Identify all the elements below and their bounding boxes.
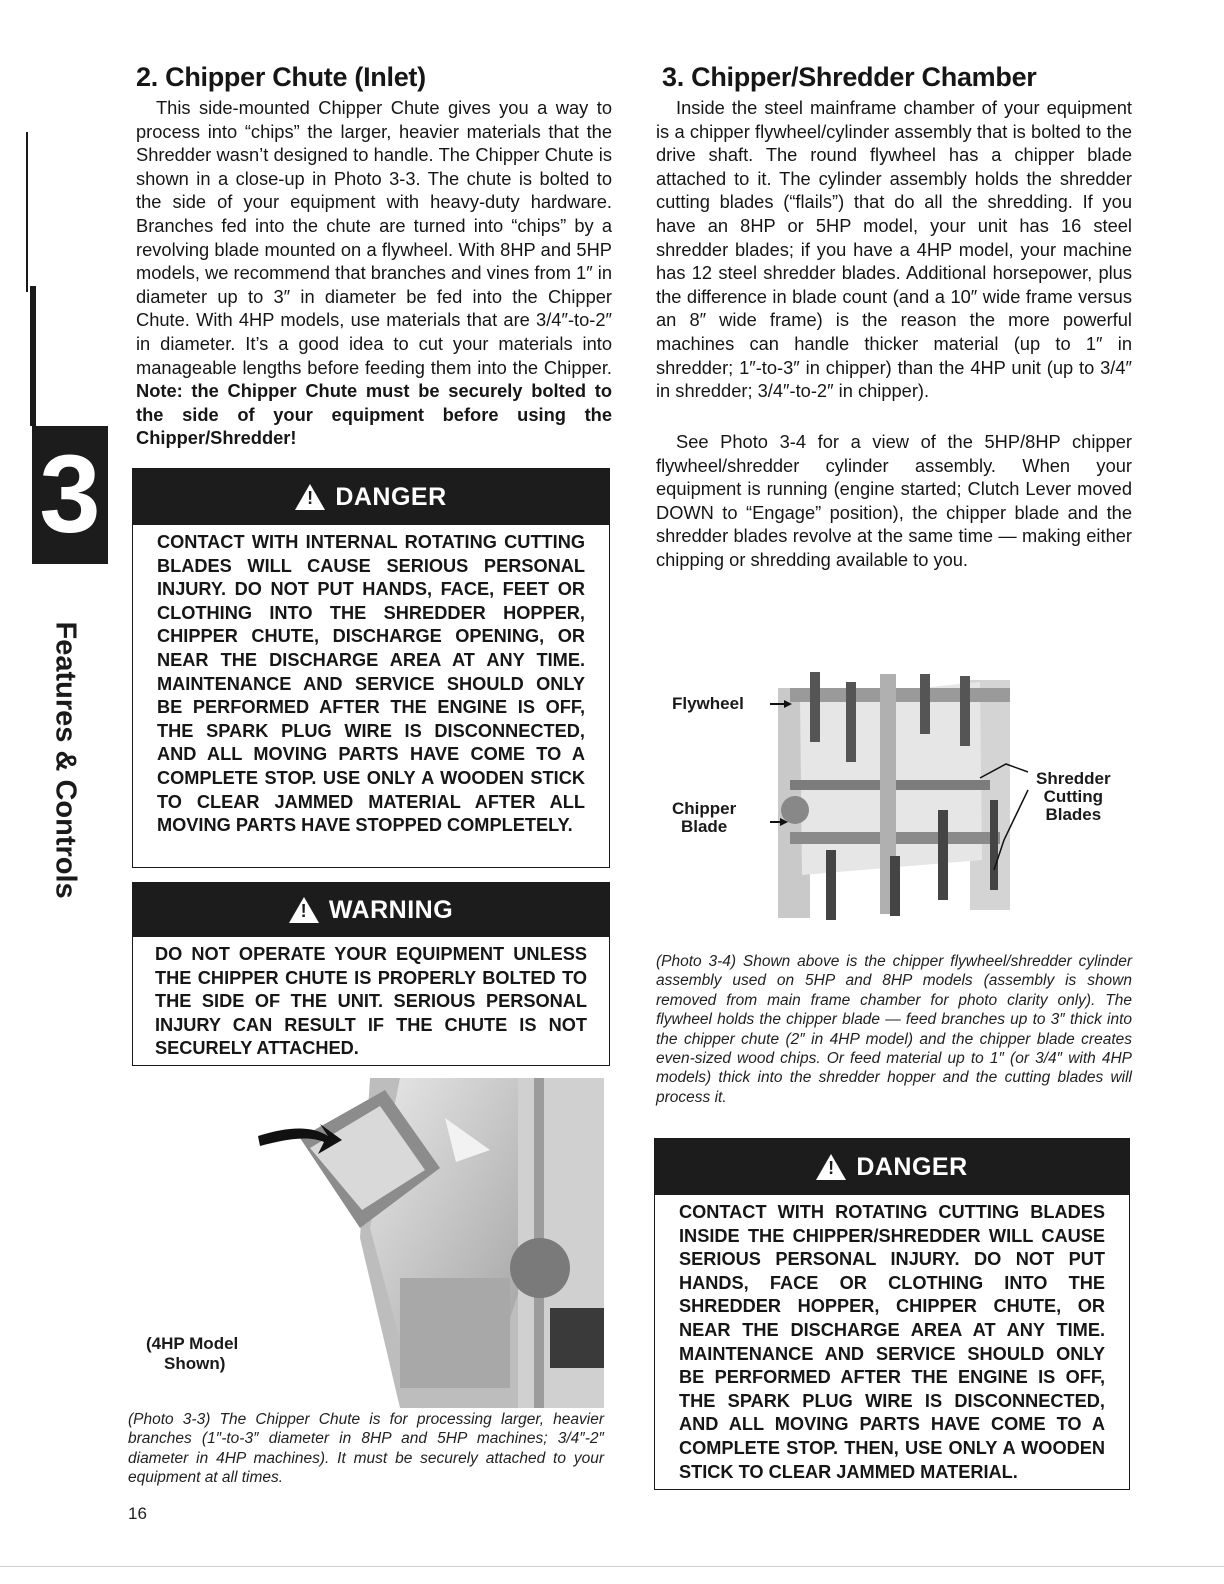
danger-text-right: CONTACT WITH ROTATING CUTTING BLADES INSIDE THE CHIPPER/SHREDDER WILL CAUSE SERIOUS PERSONAL INJURY. DO NOT PUT HANDS, FACE OR CLOTHING INTO THE SHREDDER HOPPER, CHIPPER CHUTE, OR NEAR THE DISCHARGE AREA AT ANY TIME. MAINTENANCE AND SERVICE SHOULD ONLY BE PERFORMED AFTER THE ENGINE IS OFF, THE SPARK PLUG WIRE IS DISCONNECTED, AND ALL MOVING PARTS HAVE COME TO A COMPLETE STOP. THEN, USE ONLY A WOODEN STICK TO CLEAR JAMMED MATERIAL. [679,1202,1105,1482]
warning-box [132,882,610,1066]
photo-3-4-caption: (Photo 3-4) Shown above is the chipper flywheel/shredder cylinder assembly used on 5HP and 8HP models (assembly is shown removed from main frame chamber for photo clarity only). The flywheel holds the chipper blade — feed branches up to 3″ thick into the chipper chute (2″ in 4HP model) and the chipper blade creates even-sized wood chips. Or feed material up to 1″ (or 3/4″ with 4HP models) thick into the shredder hopper and the cutting blades will process it. [656,953,1132,1106]
chapter-number: 3 [39,433,101,556]
danger-box-left [132,468,610,868]
photo-3-3-label [146,1334,238,1374]
danger-header-right [655,1139,1129,1195]
warning-header [133,883,609,937]
danger-text-left: CONTACT WITH INTERNAL ROTATING CUTTING BLADES WILL CAUSE SERIOUS PERSONAL INJURY. DO NOT PUT HANDS, FACE, FEET OR CLOTHING INTO THE SHREDDER HOPPER, CHIPPER CHUTE, DISCHARGE OPENING, OR NEAR THE DISCHARGE AREA AT ANY TIME. MAINTENANCE AND SERVICE SHOULD ONLY BE PERFORMED AFTER THE ENGINE IS OFF, THE SPARK PLUG WIRE IS DISCONNECTED, AND ALL MOVING PARTS HAVE COME TO A COMPLETE STOP. USE ONLY A WOODEN STICK TO CLEAR JAMMED MATERIAL AFTER ALL MOVING PARTS HAVE STOPPED COMPLETELY. [157,532,585,836]
chipper-blade-label-line1: Chipper [672,799,737,818]
side-rule-thick [30,286,36,426]
photo-3-3-label-line1: (4HP Model [146,1334,239,1353]
chipper-chute-note: Note: the Chipper Chute must be securely bolted to the side of your equipment before using the Chipper/Shredder! [136,380,612,449]
chamber-paragraph-2: See Photo 3-4 for a view of the 5HP/8HP chipper flywheel/shredder cylinder assembly. When your equipment is running (engine started; Clutch Lever moved DOWN to “Engage” position), the chipper blade and the shredder blades revolve at the same time — making either chipping or shredding available to you. [656,431,1132,570]
chamber-heading: 3. Chipper/Shredder Chamber [662,62,1037,92]
shredder-blades-label-line3: Blades [1045,805,1102,824]
warning-triangle-icon: ! [289,897,319,923]
chipper-chute-heading: 2. Chipper Chute (Inlet) [136,62,426,92]
photo-3-3-caption: (Photo 3-3) The Chipper Chute is for processing larger, heavier branches (1″-to-3″ diameter in 8HP and 5HP machines; 3/4″-2″ diameter in 4HP machines). It must be securely attached to your equipment at all times. [128,1411,604,1487]
flywheel-assembly-photo [770,660,1030,930]
chapter-tab [32,426,108,564]
bottom-rule [0,1566,1224,1567]
danger-title-right: DANGER [856,1152,968,1181]
danger-header-left [133,469,609,525]
shredder-blades-label-line2: Cutting [1043,787,1104,806]
chipper-chute-text: This side-mounted Chipper Chute gives you a way to process into “chips” the larger, heavier materials that the Shredder wasn’t designed to handle. The Chipper Chute is shown in a close-up in Photo 3-3. The chute is bolted to the side of your equipment with heavy-duty hardware. Branches fed into the chute are turned into “chips” by a revolving blade mounted on a flywheel. With 8HP and 5HP models, we recommend that branches and vines from 1″ in diameter up to 3″ in diameter be fed into the Chipper Chute. With 4HP models, use materials that are 3/4″-to-2″ in diameter. It’s a good idea to cut your materials into manageable lengths before feeding them into the Chipper. [136,97,612,378]
warning-triangle-icon: ! [295,484,325,510]
chipper-blade-label [672,800,736,836]
chipper-blade-label-line2: Blade [680,817,728,836]
side-rule-thin [26,132,28,292]
section-label: Features & Controls [49,621,82,899]
shredder-blades-label-line1: Shredder [1036,769,1111,788]
warning-text: DO NOT OPERATE YOUR EQUIPMENT UNLESS THE CHIPPER CHUTE IS PROPERLY BOLTED TO THE SIDE OF THE UNIT. SERIOUS PERSONAL INJURY CAN RESULT IF THE CHUTE IS NOT SECURELY ATTACHED. [155,944,587,1059]
photo-3-3-label-line2: Shown) [164,1354,226,1373]
page-number: 16 [128,1504,147,1523]
chipper-chute-paragraph [136,96,612,450]
danger-box-right [654,1138,1130,1490]
shredder-blades-label [1036,770,1111,824]
chipper-chute-photo [250,1078,604,1408]
danger-title-left: DANGER [335,482,447,511]
warning-title: WARNING [328,895,454,924]
warning-triangle-icon: ! [816,1154,846,1180]
chamber-paragraph-1: Inside the steel mainframe chamber of your equipment is a chipper flywheel/cylinder assembly that is bolted to the drive shaft. The round flywheel has a chipper blade attached to it. The cylinder assembly holds the shredder cutting blades (“flails”) that do all the shredding. If you have an 8HP or 5HP model, your unit has 16 steel shredder blades; if you have a 4HP model, your machine has 12 steel shredder blades. Additional horsepower, plus the difference in blade count (and a 10″ wide frame versus an 8″ wide frame) is the reason the more powerful machines can handle thicker material (up to 1″ in shredder; 1″-to-3″ in chipper) than the 4HP unit (up to 3/4″ in shredder; 3/4″-to-2″ in chipper). [656,97,1132,402]
flywheel-label: Flywheel [672,694,744,713]
